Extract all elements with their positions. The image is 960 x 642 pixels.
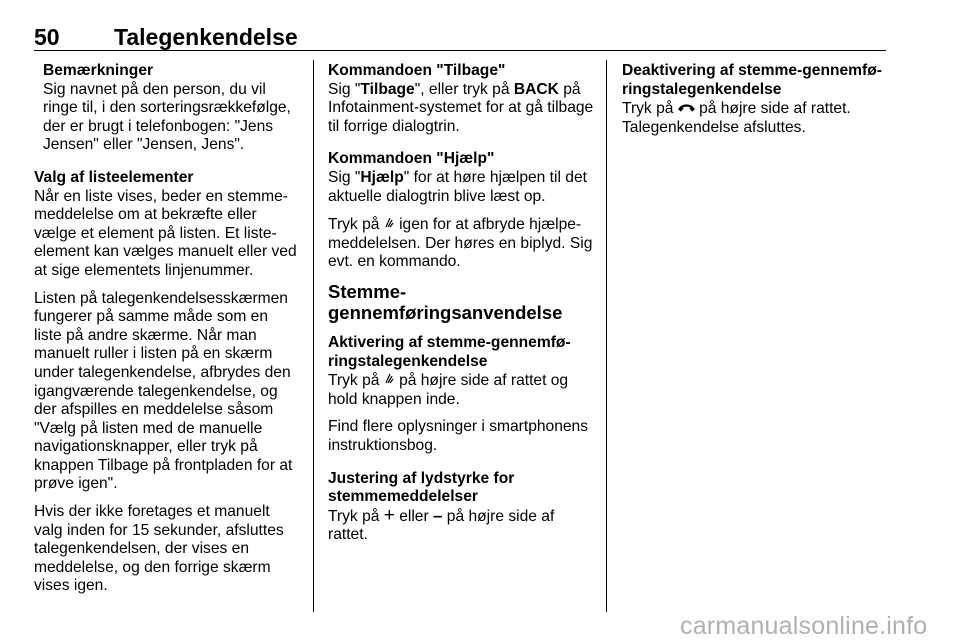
help-paragraph [328, 215, 596, 272]
list-paragraph: Når en liste vises, beder en stemme-meddelelse om at bekræfte eller vælge et element på listen. Et liste-element kan vælges manuelt eller ved at sige elementets linjenummer. [34, 187, 297, 279]
volume-heading: Justering af lydstyrke for stemmemeddelelser [328, 469, 515, 506]
text-run: Tryk på [328, 507, 384, 525]
text-run: Tryk på [328, 372, 384, 390]
text-run: på højre side af rattet og hold knappen inde. [328, 372, 569, 408]
column-divider [606, 60, 607, 612]
text-run: ", eller tryk på [414, 80, 514, 98]
text-run: Tryk på [328, 216, 384, 234]
text-run: på højre side af rattet. [328, 507, 555, 544]
help-paragraph [328, 169, 596, 206]
section-title: Stemme-gennemføringsanvendelse [328, 280, 563, 323]
text-run: Tryk på [622, 100, 678, 118]
column-2 [328, 62, 596, 545]
text-run: Sig " [328, 168, 361, 186]
help-command-section [328, 150, 596, 272]
text-run: igen for at afbryde hjælpe-meddelelsen. Der høres en biplyd. Sig evt. en kommando. [328, 216, 593, 271]
list-paragraph: Listen på talegenkendelsesskærmen fungerer på samme måde som en liste på andre skærme. Når man manuelt ruller i listen på en skærm under talegenkendelse, afbrydes den igangværende talegenkendelse, og der afspilles en meddelelse såsom "Vælg på listen med de manuelle navigationsknapper, eller tryk på knappen Tilbage på frontpladen for at prøve igen". [34, 289, 293, 493]
note-heading: Bemærkninger [43, 62, 154, 79]
activation-heading: Aktivering af stemme-gennemfø-ringstalegenkendelse [328, 333, 571, 370]
page-header [34, 26, 886, 51]
minus-icon: – [433, 505, 443, 525]
volume-section [328, 470, 596, 545]
voice-icon [384, 215, 395, 234]
back-command-section [328, 62, 596, 136]
list-heading: Valg af listeelementer [34, 168, 194, 186]
back-key: BACK [513, 80, 559, 98]
back-word: Tilbage [360, 80, 415, 98]
column-3 [622, 62, 888, 137]
page-number: 50 [34, 24, 60, 50]
text-run: " for at høre hjælpen til det aktuelle dialogtrin blive læst op. [328, 168, 587, 205]
activation-paragraph: Find flere oplysninger i smartphonens instruktionsbog. [328, 418, 589, 454]
text-run: på Infotainment-systemet for at gå tilbage til forrige dialogtrin. [328, 80, 594, 135]
plus-icon: + [383, 504, 395, 526]
hang-up-icon [678, 99, 695, 118]
note-box [34, 62, 300, 155]
text-run: Sig " [328, 80, 361, 98]
help-heading: Kommandoen "Hjælp" [328, 150, 495, 168]
text-run: på højre side af rattet. Talegenkendelse afsluttes. [622, 100, 851, 136]
column-1 [34, 62, 300, 605]
activation-paragraph [328, 371, 596, 409]
note-text: Sig navnet på den person, du vil ringe til, i den sorteringsrækkefølge, der er brugt i telefonbogen: "Jens Jensen" eller "Jensen, Jens". [43, 80, 291, 154]
activation-section [328, 334, 596, 456]
column-divider [313, 60, 314, 612]
voice-icon [384, 371, 395, 390]
help-word: Hjælp [360, 168, 404, 186]
page-title: Talegenkendelse [114, 24, 298, 50]
list-paragraph: Hvis der ikke foretages et manuelt valg inden for 15 sekunder, afsluttes talegenkendelsen, der vises en meddelelse, og den forrige skærm vises igen. [34, 503, 284, 595]
text-run: eller [394, 507, 433, 525]
deactivation-heading: Deaktivering af stemme-gennemfø-ringstalegenkendelse [622, 62, 882, 98]
watermark: carmanualsonline.info [680, 612, 928, 640]
back-heading: Kommandoen "Tilbage" [328, 62, 506, 79]
